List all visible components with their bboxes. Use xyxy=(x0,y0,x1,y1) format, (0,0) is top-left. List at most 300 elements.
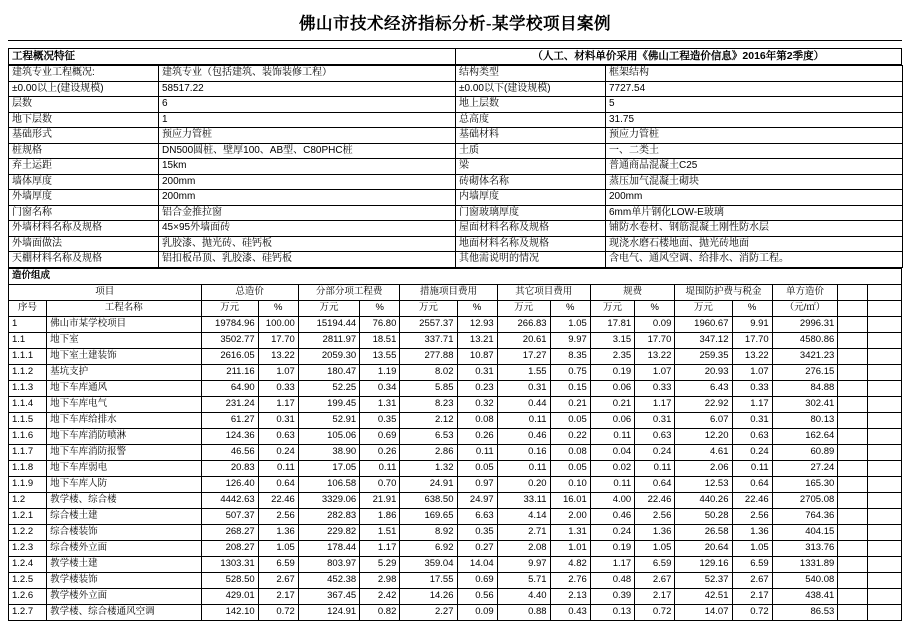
composition-column-header: 万元 xyxy=(201,300,258,316)
table-row xyxy=(9,364,902,380)
row-value: 22.92 xyxy=(675,396,732,412)
row-value: 0.05 xyxy=(550,412,590,428)
row-value: 3.15 xyxy=(590,332,634,348)
row-index: 1.2.4 xyxy=(9,556,47,572)
table-row xyxy=(9,348,902,364)
row-value: 20.83 xyxy=(201,460,258,476)
composition-column-header: % xyxy=(732,300,772,316)
row-value xyxy=(867,444,901,460)
row-value: 1.17 xyxy=(732,396,772,412)
row-value: 0.64 xyxy=(732,476,772,492)
row-value: 6.59 xyxy=(258,556,298,572)
row-value: 15194.44 xyxy=(298,316,359,332)
composition-group-header-row xyxy=(9,284,902,300)
row-value: 2.12 xyxy=(400,412,457,428)
row-value xyxy=(838,428,868,444)
row-value: 0.56 xyxy=(457,588,497,604)
overview-label: 建筑专业工程概况: xyxy=(9,66,159,82)
row-value: 0.24 xyxy=(258,444,298,460)
row-name: 地下车库给排水 xyxy=(47,412,201,428)
row-value: 86.53 xyxy=(772,604,838,620)
row-value: 0.97 xyxy=(457,476,497,492)
row-name: 教学楼、综合楼通风空调 xyxy=(47,604,201,620)
row-value: 1.36 xyxy=(635,524,675,540)
row-value xyxy=(867,588,901,604)
table-row xyxy=(9,540,902,556)
row-value: 1303.31 xyxy=(201,556,258,572)
row-value xyxy=(838,476,868,492)
overview-section-title: 工程概况特征 xyxy=(9,49,456,65)
row-value: 5.85 xyxy=(400,380,457,396)
composition-column-header: （元/㎡） xyxy=(772,300,838,316)
row-value: 0.11 xyxy=(457,444,497,460)
row-index: 1.1.1 xyxy=(9,348,47,364)
row-value xyxy=(838,508,868,524)
row-value: 0.72 xyxy=(635,604,675,620)
row-value: 0.20 xyxy=(497,476,550,492)
row-value: 0.02 xyxy=(590,460,634,476)
row-value: 2.13 xyxy=(550,588,590,604)
row-index: 1.2.6 xyxy=(9,588,47,604)
row-value: 33.11 xyxy=(497,492,550,508)
row-value: 0.19 xyxy=(590,364,634,380)
row-value: 42.51 xyxy=(675,588,732,604)
row-value: 64.90 xyxy=(201,380,258,396)
overview-label: 门窗名称 xyxy=(9,205,159,221)
row-value: 2616.05 xyxy=(201,348,258,364)
table-row xyxy=(9,556,902,572)
row-value: 8.02 xyxy=(400,364,457,380)
row-value: 0.70 xyxy=(360,476,400,492)
row-value xyxy=(838,588,868,604)
row-value: 0.69 xyxy=(457,572,497,588)
row-value: 1960.67 xyxy=(675,316,732,332)
composition-column-header: 万元 xyxy=(298,300,359,316)
row-value: 26.58 xyxy=(675,524,732,540)
row-value: 0.32 xyxy=(457,396,497,412)
row-name: 地下室土建装饰 xyxy=(47,348,201,364)
row-value: 0.31 xyxy=(732,412,772,428)
row-value xyxy=(867,316,901,332)
row-value: 367.45 xyxy=(298,588,359,604)
row-value: 2.67 xyxy=(635,572,675,588)
row-value: 17.81 xyxy=(590,316,634,332)
row-value: 0.22 xyxy=(550,428,590,444)
row-value: 0.11 xyxy=(360,460,400,476)
row-value: 1.07 xyxy=(258,364,298,380)
row-value: 282.83 xyxy=(298,508,359,524)
row-value: 6.59 xyxy=(732,556,772,572)
row-value: 52.91 xyxy=(298,412,359,428)
overview-label: 天棚材料名称及规格 xyxy=(9,252,159,268)
row-value: 0.43 xyxy=(550,604,590,620)
row-value: 22.46 xyxy=(732,492,772,508)
composition-section-title: 造价组成 xyxy=(9,268,902,284)
row-value: 211.16 xyxy=(201,364,258,380)
row-name: 综合楼外立面 xyxy=(47,540,201,556)
row-value: 0.31 xyxy=(635,412,675,428)
row-value: 0.11 xyxy=(590,476,634,492)
row-value: 2.27 xyxy=(400,604,457,620)
row-value: 0.11 xyxy=(497,412,550,428)
overview-header-row xyxy=(9,49,902,65)
table-row xyxy=(9,588,902,604)
row-value: 0.21 xyxy=(550,396,590,412)
row-value: 199.45 xyxy=(298,396,359,412)
row-value: 180.47 xyxy=(298,364,359,380)
row-value: 4.00 xyxy=(590,492,634,508)
row-name: 教学楼外立面 xyxy=(47,588,201,604)
row-value: 0.31 xyxy=(258,412,298,428)
overview-detail-table xyxy=(8,65,903,268)
row-value: 208.27 xyxy=(201,540,258,556)
row-value: 19784.96 xyxy=(201,316,258,332)
overview-detail-body xyxy=(9,66,903,268)
row-value: 276.15 xyxy=(772,364,838,380)
overview-row xyxy=(9,97,903,113)
overview-label: 墙体厚度 xyxy=(9,174,159,190)
overview-label: 外墙厚度 xyxy=(9,190,159,206)
row-value: 0.04 xyxy=(590,444,634,460)
row-value: 4.61 xyxy=(675,444,732,460)
row-value: 2.71 xyxy=(497,524,550,540)
page-title: 佛山市技术经济指标分析-某学校项目案例 xyxy=(299,14,611,33)
row-value: 0.31 xyxy=(457,364,497,380)
row-index: 1.1.7 xyxy=(9,444,47,460)
row-value: 0.46 xyxy=(590,508,634,524)
table-row xyxy=(9,572,902,588)
row-value xyxy=(867,380,901,396)
overview-row xyxy=(9,205,903,221)
row-value: 46.56 xyxy=(201,444,258,460)
row-value: 60.89 xyxy=(772,444,838,460)
row-value: 0.35 xyxy=(457,524,497,540)
row-value xyxy=(838,316,868,332)
row-name: 综合楼土建 xyxy=(47,508,201,524)
row-value xyxy=(838,412,868,428)
row-value: 1.17 xyxy=(360,540,400,556)
row-name: 地下车库消防报警 xyxy=(47,444,201,460)
table-row xyxy=(9,428,902,444)
overview-label: 梁 xyxy=(456,159,606,175)
composition-table xyxy=(8,268,902,621)
row-value: 126.40 xyxy=(201,476,258,492)
row-value: 0.27 xyxy=(457,540,497,556)
row-value: 6.43 xyxy=(675,380,732,396)
overview-value: 45×95外墙面砖 xyxy=(159,221,456,237)
table-row xyxy=(9,396,902,412)
row-value: 20.61 xyxy=(497,332,550,348)
row-value: 169.65 xyxy=(400,508,457,524)
row-value xyxy=(838,364,868,380)
composition-group-header: 其它项目费用 xyxy=(497,284,590,300)
overview-label: ±0.00以上(建设规模) xyxy=(9,81,159,97)
row-value: 0.08 xyxy=(550,444,590,460)
row-value: 359.04 xyxy=(400,556,457,572)
composition-column-header: % xyxy=(457,300,497,316)
row-name: 佛山市某学校项目 xyxy=(47,316,201,332)
row-value: 0.82 xyxy=(360,604,400,620)
row-value xyxy=(838,540,868,556)
row-value: 4.14 xyxy=(497,508,550,524)
row-value: 17.70 xyxy=(732,332,772,348)
row-value: 0.63 xyxy=(732,428,772,444)
row-value: 8.92 xyxy=(400,524,457,540)
row-value: 0.23 xyxy=(457,380,497,396)
overview-value: 现浇水磨石楼地面、抛光砖地面 xyxy=(606,236,903,252)
row-index: 1.1.6 xyxy=(9,428,47,444)
row-value: 0.72 xyxy=(258,604,298,620)
table-row xyxy=(9,508,902,524)
row-value: 528.50 xyxy=(201,572,258,588)
overview-row xyxy=(9,236,903,252)
overview-label: 外墙材料名称及规格 xyxy=(9,221,159,237)
row-value: 100.00 xyxy=(258,316,298,332)
row-name: 教学楼装饰 xyxy=(47,572,201,588)
row-value: 2.67 xyxy=(258,572,298,588)
composition-group-header: 规费 xyxy=(590,284,675,300)
row-value: 22.46 xyxy=(258,492,298,508)
overview-value: 蒸压加气混凝土砌块 xyxy=(606,174,903,190)
composition-column-header: 序号 xyxy=(9,300,47,316)
composition-group-header: 分部分项工程费 xyxy=(298,284,400,300)
row-value: 0.31 xyxy=(497,380,550,396)
row-value: 6.59 xyxy=(635,556,675,572)
row-value: 1.05 xyxy=(258,540,298,556)
row-value: 20.93 xyxy=(675,364,732,380)
overview-label: 门窗玻璃厚度 xyxy=(456,205,606,221)
row-value: 3502.77 xyxy=(201,332,258,348)
composition-column-header: 万元 xyxy=(497,300,550,316)
row-value: 124.36 xyxy=(201,428,258,444)
overview-value: 7727.54 xyxy=(606,81,903,97)
row-value: 0.46 xyxy=(497,428,550,444)
row-value: 1.17 xyxy=(258,396,298,412)
row-value: 1.19 xyxy=(360,364,400,380)
table-row xyxy=(9,332,902,348)
row-value: 638.50 xyxy=(400,492,457,508)
row-value: 2.67 xyxy=(732,572,772,588)
row-value xyxy=(867,572,901,588)
row-value: 105.06 xyxy=(298,428,359,444)
row-value xyxy=(838,460,868,476)
overview-label: 外墙面做法 xyxy=(9,236,159,252)
row-value: 52.25 xyxy=(298,380,359,396)
row-value: 0.24 xyxy=(590,524,634,540)
row-value: 266.83 xyxy=(497,316,550,332)
overview-value: 58517.22 xyxy=(159,81,456,97)
overview-label: 基础材料 xyxy=(456,128,606,144)
row-value: 2.17 xyxy=(635,588,675,604)
overview-row xyxy=(9,128,903,144)
overview-value: 6mm单片钢化LOW-E玻璃 xyxy=(606,205,903,221)
row-value: 17.70 xyxy=(258,332,298,348)
row-name: 教学楼土建 xyxy=(47,556,201,572)
overview-table xyxy=(8,48,902,65)
row-value: 0.69 xyxy=(360,428,400,444)
row-index: 1.2.3 xyxy=(9,540,47,556)
overview-row xyxy=(9,252,903,268)
row-value: 142.10 xyxy=(201,604,258,620)
row-value: 9.97 xyxy=(550,332,590,348)
row-index: 1.1.8 xyxy=(9,460,47,476)
row-value: 17.70 xyxy=(635,332,675,348)
row-value: 0.06 xyxy=(590,380,634,396)
row-value: 231.24 xyxy=(201,396,258,412)
row-value: 10.87 xyxy=(457,348,497,364)
row-value: 0.24 xyxy=(635,444,675,460)
row-name: 地下车库人防 xyxy=(47,476,201,492)
overview-value: 预应力管桩 xyxy=(606,128,903,144)
overview-value: 6 xyxy=(159,97,456,113)
row-value: 0.09 xyxy=(635,316,675,332)
row-value: 0.44 xyxy=(497,396,550,412)
row-index: 1.2.5 xyxy=(9,572,47,588)
overview-label: 土质 xyxy=(456,143,606,159)
row-value: 13.21 xyxy=(457,332,497,348)
row-value: 0.05 xyxy=(457,460,497,476)
row-value: 2.98 xyxy=(360,572,400,588)
row-index: 1.2.2 xyxy=(9,524,47,540)
overview-label: ±0.00以下(建设规模) xyxy=(456,81,606,97)
row-value: 0.88 xyxy=(497,604,550,620)
composition-column-header: 万元 xyxy=(400,300,457,316)
row-value: 162.64 xyxy=(772,428,838,444)
row-index: 1.2.7 xyxy=(9,604,47,620)
overview-row xyxy=(9,143,903,159)
row-value: 404.15 xyxy=(772,524,838,540)
overview-value: 铝合金推拉窗 xyxy=(159,205,456,221)
row-value: 0.11 xyxy=(497,460,550,476)
composition-group-header xyxy=(838,284,868,300)
row-value: 2.56 xyxy=(258,508,298,524)
row-value: 3421.23 xyxy=(772,348,838,364)
overview-value: 200mm xyxy=(606,190,903,206)
row-value: 2.56 xyxy=(635,508,675,524)
row-value: 129.16 xyxy=(675,556,732,572)
table-row xyxy=(9,412,902,428)
row-index: 1.1 xyxy=(9,332,47,348)
row-value: 0.48 xyxy=(590,572,634,588)
row-value: 0.33 xyxy=(258,380,298,396)
composition-column-header: 万元 xyxy=(590,300,634,316)
composition-group-header: 总造价 xyxy=(201,284,298,300)
row-value: 0.11 xyxy=(732,460,772,476)
table-row xyxy=(9,444,902,460)
row-value: 2.06 xyxy=(675,460,732,476)
row-value: 0.11 xyxy=(258,460,298,476)
row-value: 2996.31 xyxy=(772,316,838,332)
row-value: 1.31 xyxy=(360,396,400,412)
row-value: 178.44 xyxy=(298,540,359,556)
row-name: 地下车库消防喷淋 xyxy=(47,428,201,444)
composition-group-header: 项目 xyxy=(9,284,202,300)
row-value: 14.26 xyxy=(400,588,457,604)
row-value: 5.29 xyxy=(360,556,400,572)
row-value: 4442.63 xyxy=(201,492,258,508)
row-value: 2.17 xyxy=(732,588,772,604)
row-value xyxy=(867,492,901,508)
row-index: 1.1.9 xyxy=(9,476,47,492)
row-value: 0.75 xyxy=(550,364,590,380)
row-value xyxy=(867,524,901,540)
overview-value: 建筑专业（包括建筑、装饰装修工程） xyxy=(159,66,456,82)
row-value: 165.30 xyxy=(772,476,838,492)
row-name: 地下室 xyxy=(47,332,201,348)
row-name: 教学楼、综合楼 xyxy=(47,492,201,508)
row-value: 2059.30 xyxy=(298,348,359,364)
overview-label: 层数 xyxy=(9,97,159,113)
row-value xyxy=(867,332,901,348)
row-value xyxy=(867,540,901,556)
overview-label: 地下层数 xyxy=(9,112,159,128)
overview-value: 200mm xyxy=(159,190,456,206)
row-value: 17.05 xyxy=(298,460,359,476)
row-value: 8.35 xyxy=(550,348,590,364)
row-value: 12.53 xyxy=(675,476,732,492)
row-value: 0.16 xyxy=(497,444,550,460)
composition-column-header: 万元 xyxy=(675,300,732,316)
row-value: 1.51 xyxy=(360,524,400,540)
overview-value: 1 xyxy=(159,112,456,128)
row-value: 259.35 xyxy=(675,348,732,364)
row-value: 1.07 xyxy=(732,364,772,380)
row-value: 268.27 xyxy=(201,524,258,540)
row-name: 综合楼装饰 xyxy=(47,524,201,540)
table-row xyxy=(9,524,902,540)
row-name: 地下车库弱电 xyxy=(47,460,201,476)
row-value: 2.42 xyxy=(360,588,400,604)
row-value: 347.12 xyxy=(675,332,732,348)
row-value: 4.40 xyxy=(497,588,550,604)
row-value: 22.46 xyxy=(635,492,675,508)
row-value: 452.38 xyxy=(298,572,359,588)
row-value: 1.36 xyxy=(258,524,298,540)
row-value xyxy=(867,556,901,572)
overview-price-note: （人工、材料单价采用《佛山工程造价信息》2016年第2季度） xyxy=(455,49,902,65)
overview-row xyxy=(9,174,903,190)
row-value: 2.86 xyxy=(400,444,457,460)
row-value: 0.21 xyxy=(590,396,634,412)
row-value xyxy=(867,476,901,492)
row-value: 3329.06 xyxy=(298,492,359,508)
table-row xyxy=(9,380,902,396)
row-value: 84.88 xyxy=(772,380,838,396)
row-value xyxy=(838,604,868,620)
row-index: 1.1.3 xyxy=(9,380,47,396)
composition-group-header xyxy=(867,284,901,300)
row-value: 1.17 xyxy=(590,556,634,572)
row-value: 1.05 xyxy=(635,540,675,556)
row-value: 2.56 xyxy=(732,508,772,524)
row-value: 24.97 xyxy=(457,492,497,508)
row-value: 313.76 xyxy=(772,540,838,556)
row-value: 4.82 xyxy=(550,556,590,572)
row-value: 1.55 xyxy=(497,364,550,380)
row-value: 0.09 xyxy=(457,604,497,620)
row-index: 1.1.2 xyxy=(9,364,47,380)
row-value xyxy=(838,572,868,588)
row-value: 21.91 xyxy=(360,492,400,508)
row-value: 2.00 xyxy=(550,508,590,524)
row-value xyxy=(838,444,868,460)
row-value: 2.17 xyxy=(258,588,298,604)
row-value: 38.90 xyxy=(298,444,359,460)
composition-column-header: % xyxy=(258,300,298,316)
row-value: 0.11 xyxy=(590,428,634,444)
overview-row xyxy=(9,112,903,128)
row-value: 1.07 xyxy=(635,364,675,380)
